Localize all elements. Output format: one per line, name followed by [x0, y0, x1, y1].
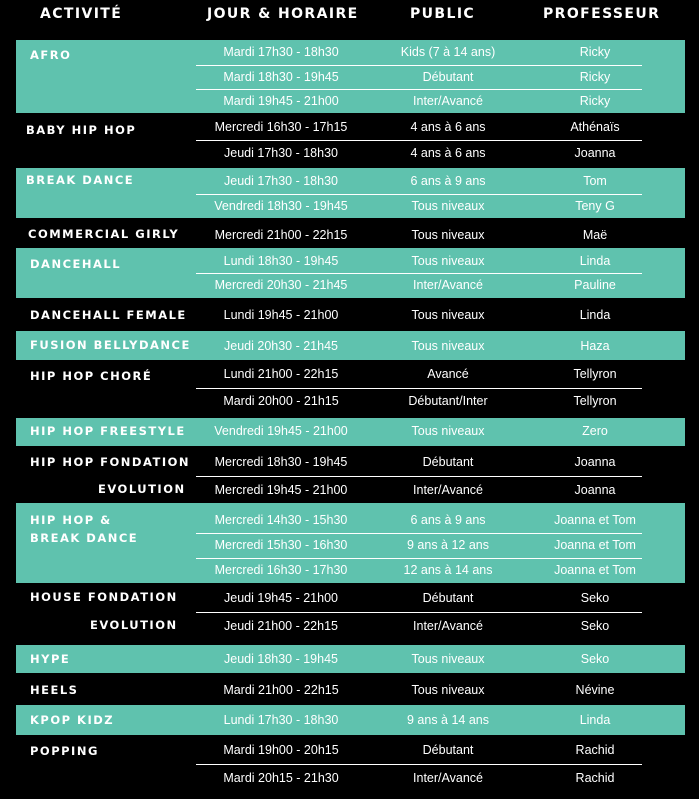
activity-name: HIP HOP FREESTYLE — [30, 424, 186, 438]
cell-audience: Inter/Avancé — [413, 94, 483, 108]
header-schedule: JOUR & HORAIRE — [207, 6, 359, 22]
cell-schedule: Mardi 21h00 - 22h15 — [223, 683, 339, 697]
cell-audience: Inter/Avancé — [413, 771, 483, 785]
cell-audience: Débutant — [422, 70, 474, 84]
activity-name: HOUSE FONDATION — [30, 590, 178, 604]
cell-schedule: Mercredi 16h30 - 17h15 — [214, 120, 348, 134]
cell-schedule: Mardi 19h45 - 21h00 — [223, 94, 339, 108]
cell-schedule: Vendredi 18h30 - 19h45 — [214, 199, 348, 213]
activity-name: DANCEHALL FEMALE — [30, 308, 187, 322]
cell-audience: Tous niveaux — [411, 308, 485, 322]
cell-teacher: Joanna — [574, 455, 616, 469]
cell-schedule: Mercredi 14h30 - 15h30 — [214, 513, 348, 527]
cell-teacher: Linda — [579, 254, 611, 268]
header-audience: PUBLIC — [410, 6, 476, 22]
header-teacher: PROFESSEUR — [543, 6, 661, 22]
cell-audience: 6 ans à 9 ans — [410, 513, 486, 527]
activity-name: DANCEHALL — [30, 257, 122, 271]
cell-schedule: Jeudi 18h30 - 19h45 — [224, 652, 338, 666]
activity-name: HYPE — [30, 652, 71, 666]
cell-schedule: Mercredi 21h00 - 22h15 — [214, 228, 348, 242]
cell-audience: Débutant — [422, 743, 474, 757]
cell-audience: Tous niveaux — [411, 424, 485, 438]
row-divider — [196, 388, 642, 389]
cell-schedule: Mardi 17h30 - 18h30 — [223, 45, 339, 59]
activity-name: POPPING — [30, 744, 99, 758]
cell-audience: 9 ans à 12 ans — [406, 538, 490, 552]
cell-audience: Tous niveaux — [411, 339, 485, 353]
cell-teacher: Teny G — [575, 199, 615, 213]
row-divider — [196, 764, 642, 765]
cell-audience: 9 ans à 14 ans — [406, 713, 490, 727]
cell-schedule: Mardi 19h00 - 20h15 — [223, 743, 339, 757]
activity-name: EVOLUTION — [90, 618, 178, 632]
cell-schedule: Lundi 21h00 - 22h15 — [223, 367, 339, 381]
cell-audience: Débutant/Inter — [408, 394, 488, 408]
cell-schedule: Lundi 19h45 - 21h00 — [223, 308, 339, 322]
cell-schedule: Lundi 17h30 - 18h30 — [223, 713, 339, 727]
cell-schedule: Jeudi 19h45 - 21h00 — [224, 591, 338, 605]
activity-name: HEELS — [30, 683, 79, 697]
cell-schedule: Jeudi 17h30 - 18h30 — [224, 174, 338, 188]
cell-audience: 6 ans à 9 ans — [410, 174, 486, 188]
cell-audience: 4 ans à 6 ans — [410, 146, 486, 160]
cell-schedule: Mercredi 18h30 - 19h45 — [214, 455, 348, 469]
cell-teacher: Névine — [575, 683, 615, 697]
cell-teacher: Tellyron — [573, 367, 617, 381]
cell-teacher: Zero — [582, 424, 608, 438]
activity-name: KPOP KIDZ — [30, 713, 115, 727]
activity-name: HIP HOP & — [30, 513, 112, 527]
cell-teacher: Pauline — [574, 278, 616, 292]
activity-name: AFRO — [30, 48, 72, 62]
activity-name: BABY HIP HOP — [26, 123, 137, 137]
activity-name: COMMERCIAL GIRLY — [28, 227, 180, 241]
cell-teacher: Rachid — [575, 771, 615, 785]
cell-schedule: Mercredi 19h45 - 21h00 — [214, 483, 348, 497]
row-divider — [196, 533, 642, 534]
cell-audience: Tous niveaux — [411, 254, 485, 268]
header-activity: ACTIVITÉ — [40, 6, 123, 22]
cell-schedule: Jeudi 21h00 - 22h15 — [224, 619, 338, 633]
cell-audience: Kids (7 à 14 ans) — [400, 45, 496, 59]
cell-schedule: Vendredi 19h45 - 21h00 — [214, 424, 348, 438]
cell-audience: Débutant — [422, 455, 474, 469]
cell-teacher: Ricky — [579, 70, 611, 84]
cell-teacher: Athénaïs — [570, 120, 620, 134]
cell-audience: Inter/Avancé — [413, 483, 483, 497]
row-divider — [196, 89, 642, 90]
cell-teacher: Joanna — [574, 483, 616, 497]
row-divider — [196, 65, 642, 66]
cell-audience: Avancé — [427, 367, 469, 381]
row-divider — [196, 273, 642, 274]
row-divider — [196, 476, 642, 477]
cell-teacher: Ricky — [579, 45, 611, 59]
cell-teacher: Tom — [583, 174, 607, 188]
cell-audience: Tous niveaux — [411, 683, 485, 697]
cell-schedule: Mardi 20h15 - 21h30 — [223, 771, 339, 785]
cell-audience: Inter/Avancé — [413, 619, 483, 633]
cell-schedule: Mercredi 20h30 - 21h45 — [214, 278, 348, 292]
cell-teacher: Seko — [580, 619, 610, 633]
cell-teacher: Joanna et Tom — [554, 563, 636, 577]
cell-schedule: Mardi 20h00 - 21h15 — [223, 394, 339, 408]
row-divider — [196, 558, 642, 559]
row-divider — [196, 194, 642, 195]
cell-audience: Tous niveaux — [411, 228, 485, 242]
activity-name: HIP HOP CHORÉ — [30, 369, 153, 383]
cell-teacher: Linda — [579, 308, 611, 322]
cell-audience: Débutant — [422, 591, 474, 605]
cell-audience: Inter/Avancé — [413, 278, 483, 292]
cell-teacher: Joanna — [574, 146, 616, 160]
cell-teacher: Haza — [580, 339, 610, 353]
row-divider — [196, 612, 642, 613]
cell-teacher: Maë — [582, 228, 608, 242]
cell-teacher: Rachid — [575, 743, 615, 757]
cell-teacher: Tellyron — [573, 394, 617, 408]
cell-audience: Tous niveaux — [411, 199, 485, 213]
cell-schedule: Mercredi 15h30 - 16h30 — [214, 538, 348, 552]
activity-name: HIP HOP FONDATION — [30, 455, 191, 469]
cell-schedule: Jeudi 20h30 - 21h45 — [224, 339, 338, 353]
row-divider — [196, 140, 642, 141]
cell-teacher: Ricky — [579, 94, 611, 108]
cell-schedule: Mardi 18h30 - 19h45 — [223, 70, 339, 84]
cell-audience: Tous niveaux — [411, 652, 485, 666]
cell-teacher: Seko — [580, 591, 610, 605]
activity-name: EVOLUTION — [98, 482, 186, 496]
cell-teacher: Joanna et Tom — [554, 513, 636, 527]
cell-schedule: Jeudi 17h30 - 18h30 — [224, 146, 338, 160]
activity-name: FUSION BELLYDANCE — [30, 338, 191, 352]
cell-audience: 4 ans à 6 ans — [410, 120, 486, 134]
cell-schedule: Lundi 18h30 - 19h45 — [223, 254, 339, 268]
activity-name: BREAK DANCE — [26, 173, 135, 187]
activity-name: BREAK DANCE — [30, 531, 139, 545]
cell-audience: 12 ans à 14 ans — [403, 563, 493, 577]
cell-teacher: Joanna et Tom — [554, 538, 636, 552]
cell-schedule: Mercredi 16h30 - 17h30 — [214, 563, 348, 577]
cell-teacher: Seko — [580, 652, 610, 666]
cell-teacher: Linda — [579, 713, 611, 727]
